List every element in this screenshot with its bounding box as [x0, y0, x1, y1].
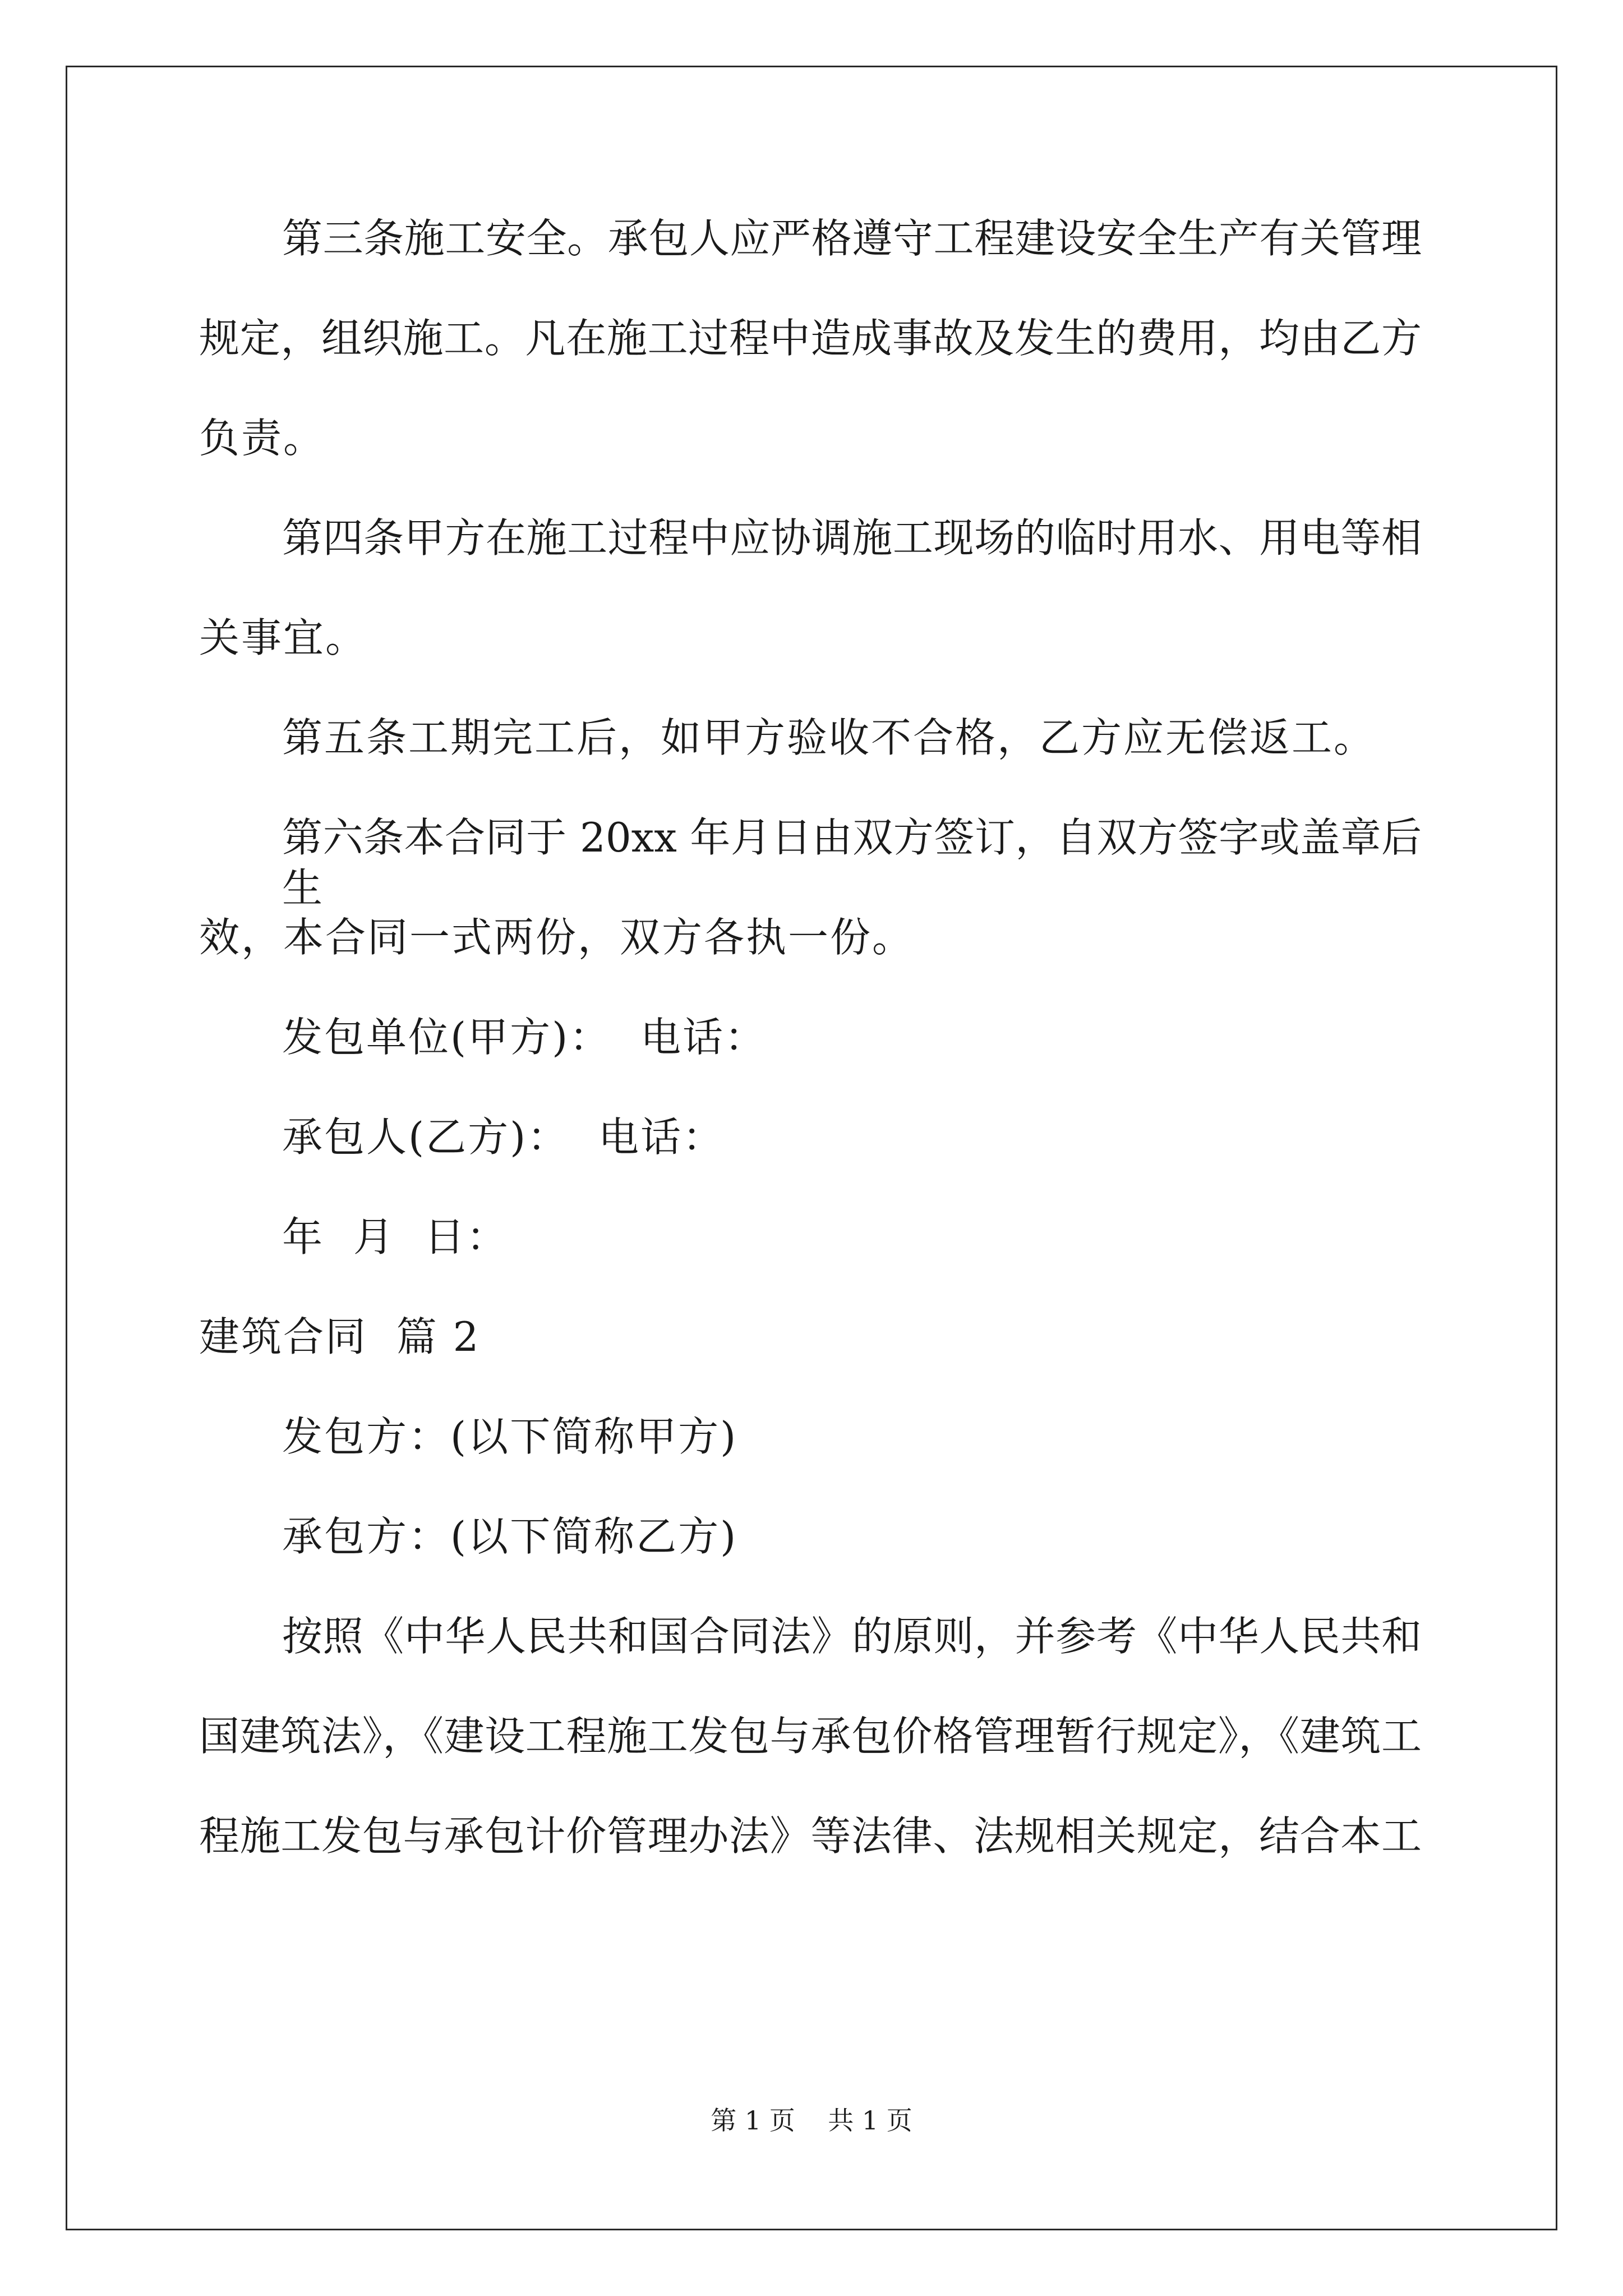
paragraph-line: 按照《中华人民共和国合同法》的原则，并参考《中华人民共和	[282, 1613, 1422, 1660]
paragraph-line: 第四条甲方在施工过程中应协调施工现场的临时用水、用电等相	[282, 514, 1422, 562]
employer-line: 发包方：(以下简称甲方)	[282, 1413, 738, 1460]
paragraph-line: 关事宜。	[199, 614, 368, 661]
contractor-line: 承包方：(以下简称乙方)	[282, 1513, 738, 1560]
date-line: 年 月 日：	[282, 1213, 509, 1260]
paragraph-line: 规定，组织施工。凡在施工过程中造成事故及发生的费用，均由乙方	[199, 315, 1422, 362]
paragraph-line: 效，本合同一式两份，双方各执一份。	[199, 914, 915, 961]
paragraph-line: 负责。	[199, 415, 326, 462]
paragraph-line: 国建筑法》，《建设工程施工发包与承包价格管理暂行规定》，《建筑工	[199, 1713, 1422, 1760]
page-number-footer: 第 1 页 共 1 页	[711, 2105, 912, 2136]
party-a-line: 发包单位(甲方)： 电话：	[282, 1014, 767, 1061]
paragraph-line: 第三条施工安全。承包人应严格遵守工程建设安全生产有关管理	[282, 215, 1422, 262]
party-b-line: 承包人(乙方)： 电话：	[282, 1114, 725, 1161]
paragraph-line: 第五条工期完工后，如甲方验收不合格，乙方应无偿返工。	[282, 714, 1376, 761]
section-heading: 建筑合同 篇 2	[199, 1313, 481, 1360]
paragraph-line: 第六条本合同于 20xx 年月日由双方签订，自双方签字或盖章后生	[282, 814, 1422, 912]
paragraph-line: 程施工发包与承包计价管理办法》等法律、法规相关规定，结合本工	[199, 1812, 1422, 1860]
